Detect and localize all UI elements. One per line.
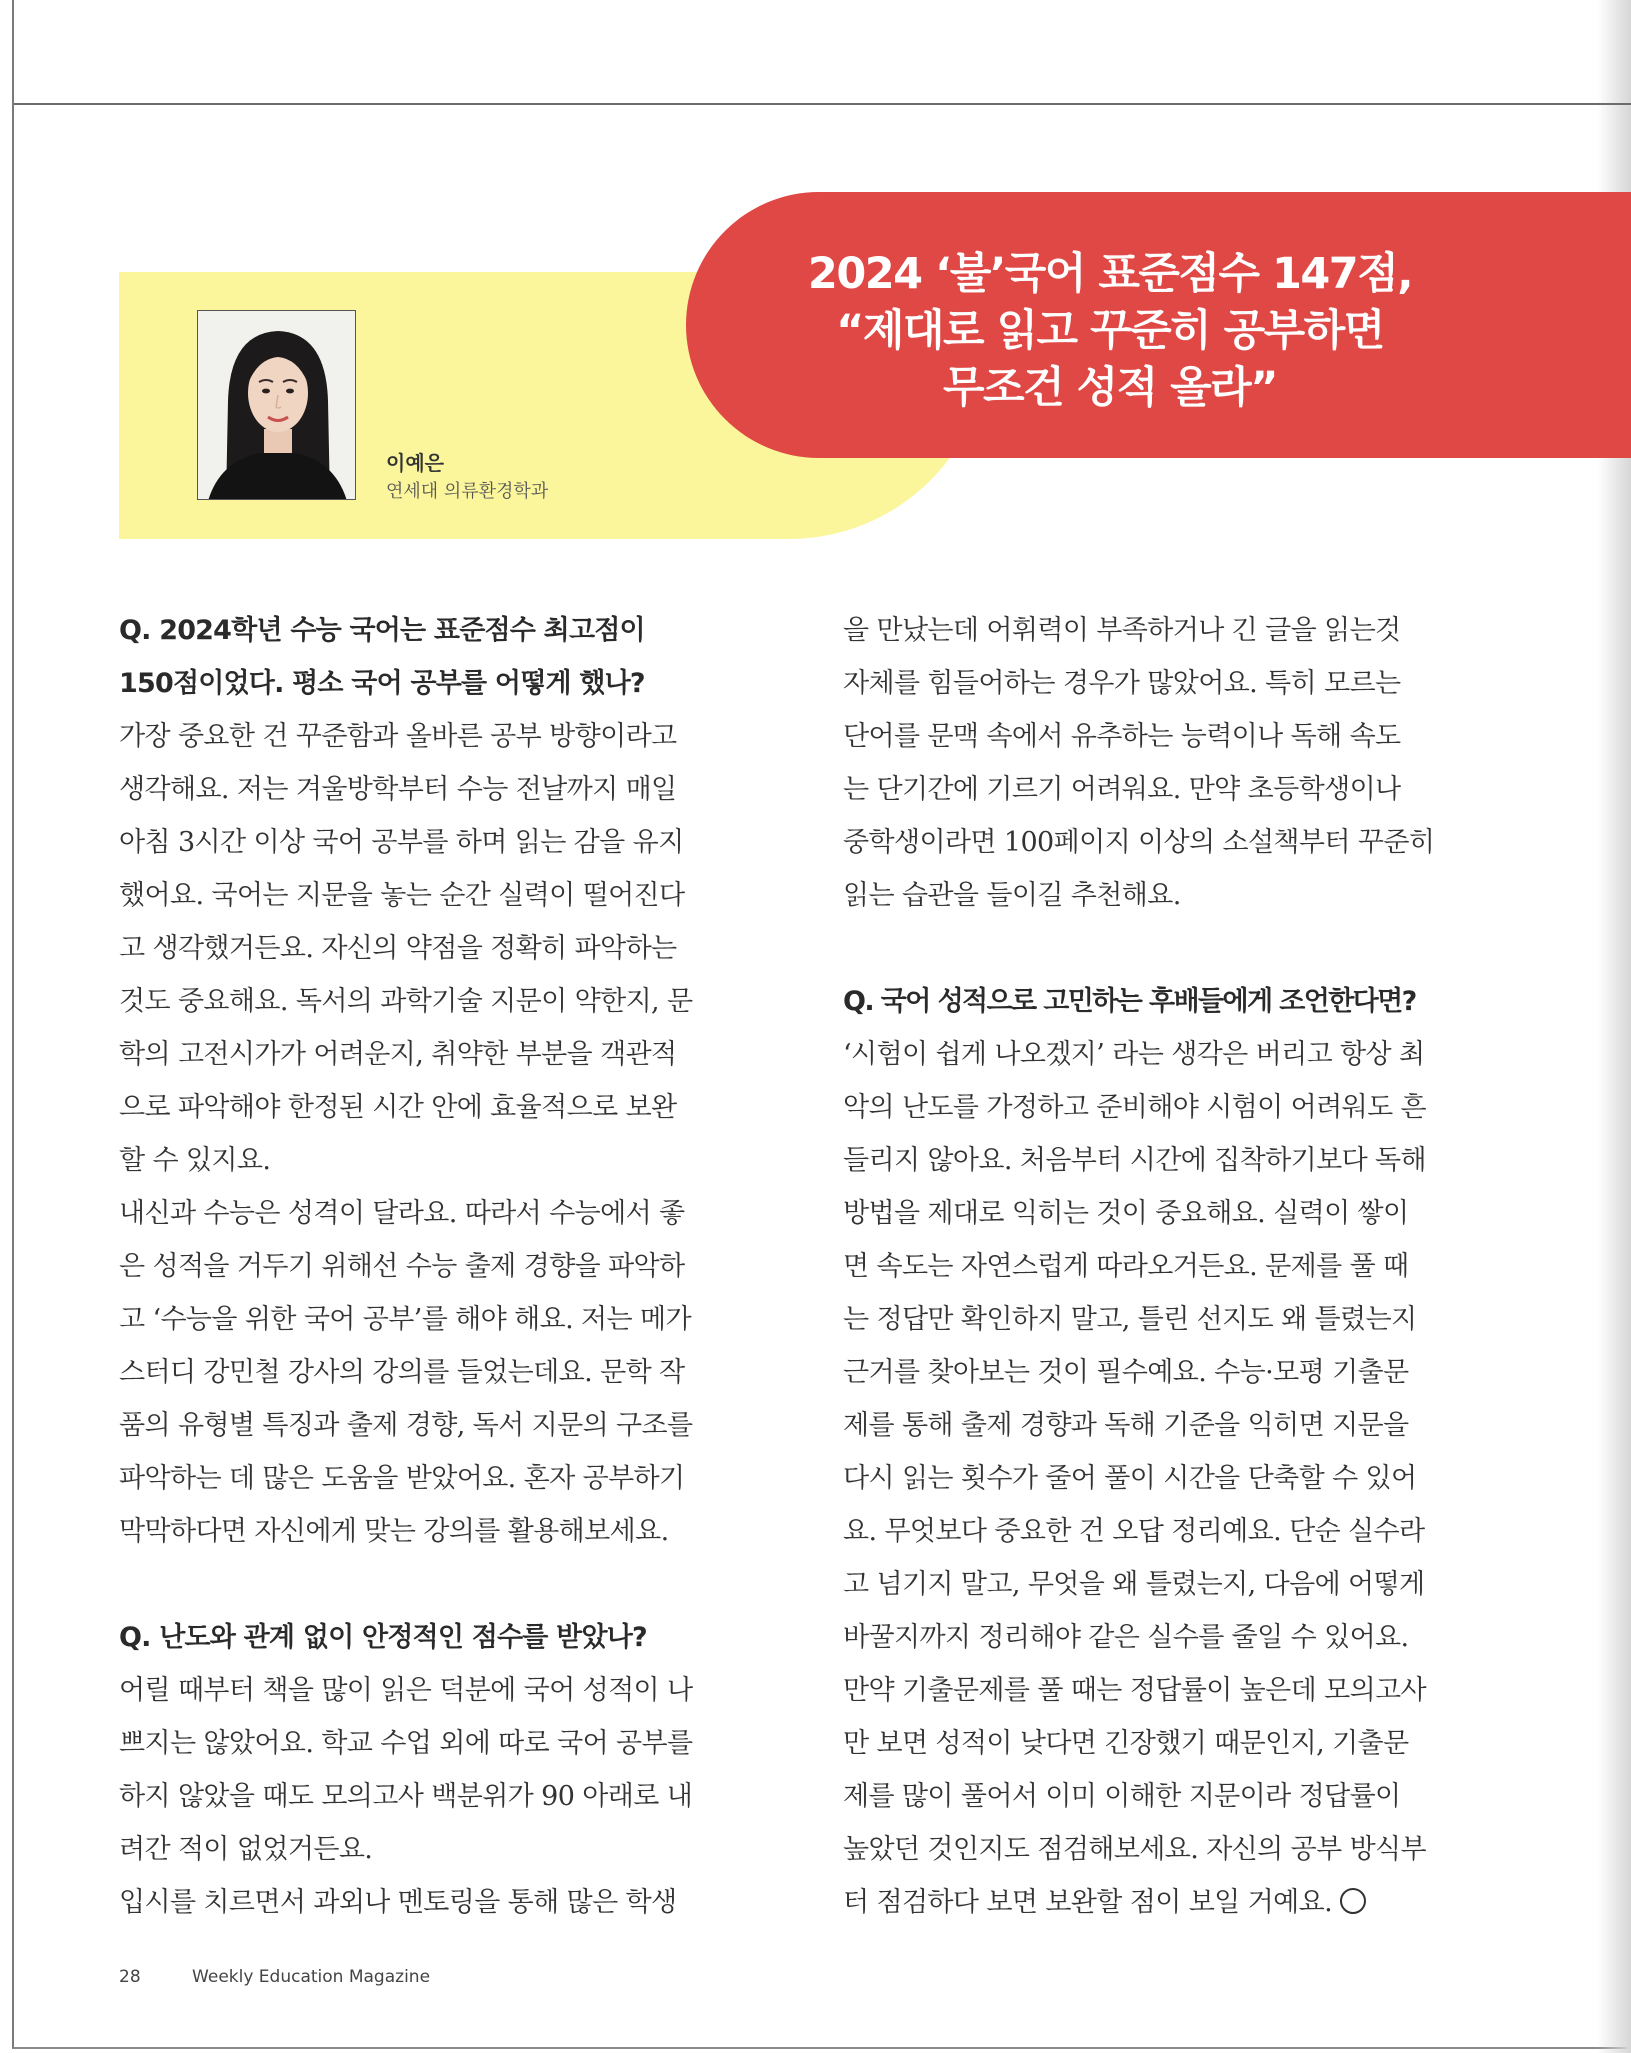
body-line: 려간 적이 없었거든요. bbox=[119, 1834, 373, 1865]
body-line: 할 수 있지요. bbox=[119, 1145, 271, 1176]
portrait-illustration bbox=[198, 311, 356, 500]
body-line-last bbox=[843, 1876, 1455, 1929]
body-line: 근거를 찾아보는 것이 필수예요. 수능·모평 기출문 bbox=[843, 1357, 1409, 1388]
body-line: 바꿀지까지 정리해야 같은 실수를 줄일 수 있어요. bbox=[843, 1622, 1409, 1653]
body-line: 가장 중요한 건 꾸준함과 올바른 공부 방향이라고 bbox=[119, 721, 677, 752]
body-line: 고 생각했거든요. 자신의 약점을 정확히 파악하는 bbox=[119, 933, 677, 964]
body-line: 들리지 않아요. 처음부터 시간에 집착하기보다 독해 bbox=[843, 1145, 1427, 1176]
body-line: 막막하다면 자신에게 맞는 강의를 활용해보세요. bbox=[119, 1516, 669, 1547]
body-line: 단어를 문맥 속에서 유추하는 능력이나 독해 속도 bbox=[843, 721, 1401, 752]
page-footer bbox=[119, 1967, 430, 1987]
body-line: 다시 읽는 횟수가 줄어 풀이 시간을 단축할 수 있어 bbox=[843, 1463, 1417, 1494]
headline-line-3: 무조건 성적 올라” bbox=[943, 363, 1277, 413]
body-line: 고 넘기지 말고, 무엇을 왜 틀렸는지, 다음에 어떻게 bbox=[843, 1569, 1425, 1600]
body-line: 요. 무엇보다 중요한 건 오답 정리예요. 단순 실수라 bbox=[843, 1516, 1425, 1547]
body-line: 는 단기간에 기르기 어려워요. 만약 초등학생이나 bbox=[843, 774, 1401, 805]
body-line: 중학생이라면 100페이지 이상의 소설책부터 꾸준히 bbox=[843, 827, 1435, 858]
paragraph-gap bbox=[119, 1558, 731, 1611]
body-line: 생각해요. 저는 겨울방학부터 수능 전날까지 매일 bbox=[119, 774, 677, 805]
interviewee-name: 이예은 bbox=[386, 451, 444, 475]
body-line: 내신과 수능은 성격이 달라요. 따라서 수능에서 좋 bbox=[119, 1198, 685, 1229]
body-line: 만 보면 성적이 낮다면 긴장했기 때문인지, 기출문 bbox=[843, 1728, 1409, 1759]
body-line: 은 성적을 거두기 위해선 수능 출제 경향을 파악하 bbox=[119, 1251, 685, 1282]
body-line: 방법을 제대로 익히는 것이 중요해요. 실력이 쌓이 bbox=[843, 1198, 1409, 1229]
body-line: 으로 파악해야 한정된 시간 안에 효율적으로 보완 bbox=[119, 1092, 677, 1123]
interviewee-affiliation: 연세대 의류환경학과 bbox=[386, 481, 549, 502]
body-line: 했어요. 국어는 지문을 놓는 순간 실력이 떨어진다 bbox=[119, 880, 685, 911]
body-line: 것도 중요해요. 독서의 과학기술 지문이 약한지, 문 bbox=[119, 986, 693, 1017]
magazine-name: Weekly Education Magazine bbox=[192, 1967, 431, 1987]
body-line: 제를 많이 풀어서 이미 이해한 지문이라 정답률이 bbox=[843, 1781, 1401, 1812]
body-line: 입시를 치르면서 과외나 멘토링을 통해 많은 학생 bbox=[119, 1887, 677, 1918]
interviewee-photo bbox=[197, 310, 356, 500]
body-line: 고 ‘수능을 위한 국어 공부’를 해야 해요. 저는 메가 bbox=[119, 1304, 691, 1335]
headline bbox=[760, 246, 1460, 417]
right-column bbox=[843, 604, 1455, 1929]
body-line: 제를 통해 출제 경향과 독해 기준을 익히면 지문을 bbox=[843, 1410, 1409, 1441]
headline-line-2: “제대로 읽고 꾸준히 공부하면 bbox=[836, 306, 1384, 356]
body-line: 읽는 습관을 들이길 추천해요. bbox=[843, 880, 1181, 911]
paragraph-gap bbox=[843, 922, 1455, 975]
body-line: 는 정답만 확인하지 말고, 틀린 선지도 왜 틀렸는지 bbox=[843, 1304, 1417, 1335]
body-line: 높았던 것인지도 점검해보세요. 자신의 공부 방식부 bbox=[843, 1834, 1427, 1865]
body-line: 어릴 때부터 책을 많이 읽은 덕분에 국어 성적이 나 bbox=[119, 1675, 693, 1706]
body-line: ‘시험이 쉽게 나오겠지’ 라는 생각은 버리고 항상 최 bbox=[843, 1039, 1425, 1070]
magazine-end-mark-icon bbox=[1340, 1888, 1366, 1914]
body-line: 을 만났는데 어휘력이 부족하거나 긴 글을 읽는것 bbox=[843, 615, 1401, 646]
body-line: 만약 기출문제를 풀 때는 정답률이 높은데 모의고사 bbox=[843, 1675, 1427, 1706]
question-heading: 150점이었다. 평소 국어 공부를 어떻게 했나? bbox=[119, 668, 645, 699]
header-rule bbox=[14, 103, 1631, 105]
body-line: 아침 3시간 이상 국어 공부를 하며 읽는 감을 유지 bbox=[119, 827, 684, 858]
question-heading: Q. 2024학년 수능 국어는 표준점수 최고점이 bbox=[119, 615, 645, 646]
body-line: 학의 고전시가가 어려운지, 취약한 부분을 객관적 bbox=[119, 1039, 677, 1070]
body-line: 하지 않았을 때도 모의고사 백분위가 90 아래로 내 bbox=[119, 1781, 693, 1812]
body-line: 악의 난도를 가정하고 준비해야 시험이 어려워도 흔 bbox=[843, 1092, 1427, 1123]
body-line: 스터디 강민철 강사의 강의를 들었는데요. 문학 작 bbox=[119, 1357, 685, 1388]
page-number: 28 bbox=[119, 1967, 141, 1987]
body-line: 품의 유형별 특징과 출제 경향, 독서 지문의 구조를 bbox=[119, 1410, 693, 1441]
body-line-text: 터 점검하다 보면 보완할 점이 보일 거예요. bbox=[843, 1887, 1333, 1918]
body-line: 쁘지는 않았어요. 학교 수업 외에 따로 국어 공부를 bbox=[119, 1728, 693, 1759]
question-heading: Q. 국어 성적으로 고민하는 후배들에게 조언한다면? bbox=[843, 986, 1416, 1017]
body-line: 자체를 힘들어하는 경우가 많았어요. 특히 모르는 bbox=[843, 668, 1401, 699]
headline-line-1: 2024 ‘불’국어 표준점수 147점, bbox=[807, 249, 1413, 299]
body-line: 파악하는 데 많은 도움을 받았어요. 혼자 공부하기 bbox=[119, 1463, 685, 1494]
left-column bbox=[119, 604, 731, 1929]
body-line: 면 속도는 자연스럽게 따라오거든요. 문제를 풀 때 bbox=[843, 1251, 1409, 1282]
question-heading: Q. 난도와 관계 없이 안정적인 점수를 받았나? bbox=[119, 1622, 647, 1653]
